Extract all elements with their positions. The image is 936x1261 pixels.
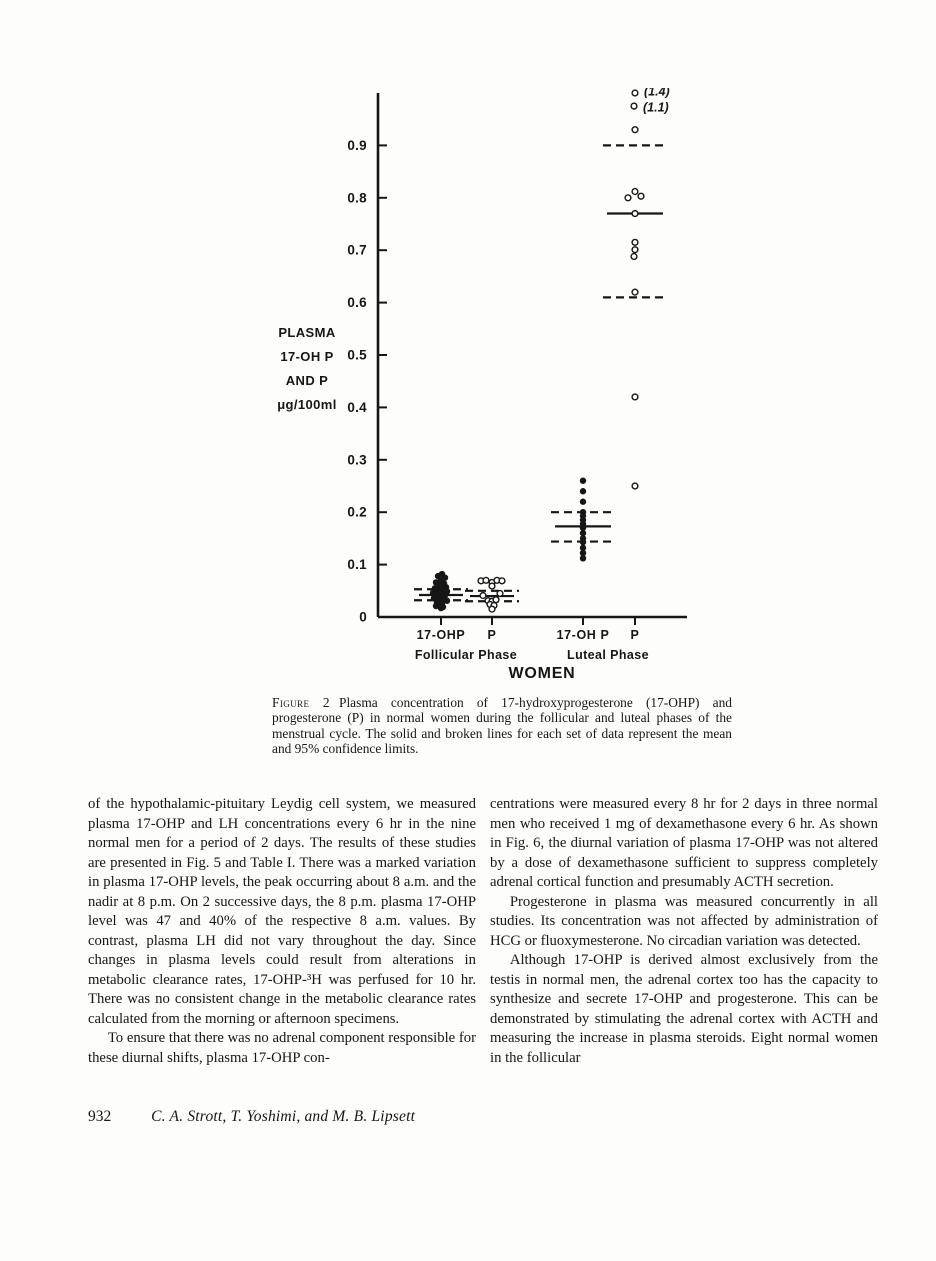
data-point-filled	[580, 478, 586, 484]
data-point-open	[480, 593, 486, 599]
left-column	[88, 795, 476, 1068]
y-tick-label: 0.7	[347, 242, 367, 258]
running-authors: C. A. Strott, T. Yoshimi, and M. B. Lipsett	[151, 1108, 416, 1125]
scatter-plot-svg	[250, 88, 710, 688]
page-footer	[88, 1108, 878, 1126]
data-point-open	[483, 577, 489, 583]
data-point-open	[493, 597, 499, 603]
data-point-open	[631, 254, 637, 260]
y-tick-label: 0.6	[347, 295, 367, 311]
y-tick-label: 0.9	[347, 137, 367, 153]
data-point-open	[638, 193, 644, 199]
x-axis-title: WOMEN	[508, 665, 576, 682]
figure-caption-label: Figure 2	[272, 695, 330, 710]
data-point-open	[632, 394, 638, 400]
x-group-label: 17-OH P	[556, 628, 610, 642]
data-point-open	[632, 90, 638, 96]
x-group-label: 17-OHP	[416, 628, 466, 642]
figure-2-caption	[272, 695, 732, 757]
data-point-open	[489, 606, 495, 612]
phase-label: Luteal Phase	[567, 648, 649, 662]
data-point-filled	[438, 605, 444, 611]
figure-2-chart	[250, 88, 710, 688]
paragraph: To ensure that there was no adrenal component responsible for these diurnal shifts, plasma 17-OHP con-	[88, 1030, 476, 1066]
paragraph: Although 17-OHP is derived almost exclusively from the testis in normal men, the adrenal cortex too has the capacity to synthesize and secrete 17-OHP and progesterone. This can be demonstrated by stimulating the adrenal cortex with ACTH and measuring the increase in plasma steroids. Eight normal women in the follicular	[490, 952, 878, 1066]
data-point-filled	[580, 488, 586, 494]
data-point-open	[632, 483, 638, 489]
data-point-open	[632, 289, 638, 295]
figure-caption-text: Plasma concentration of 17-hydroxyprogesterone (17-OHP) and progesterone (P) in normal women during the follicular and luteal phases of the menstrual cycle. The solid and broken lines for each set of data represent the mean and 95% confidence limits.	[272, 695, 732, 757]
paragraph: centrations were measured every 8 hr for 2 days in three normal men who received 1 mg of dexamethasone every 6 hr. As shown in Fig. 6, the diurnal variation of plasma 17-OHP was not altered by a dose of dexamethasone sufficient to suppress completely adrenal cortical function and presumably ACTH secretion.	[490, 796, 878, 890]
y-tick-label: 0.3	[347, 452, 367, 468]
phase-label: Follicular Phase	[414, 648, 518, 662]
body-text	[88, 795, 878, 1068]
y-tick-label: 0.8	[347, 190, 367, 206]
data-point-open	[625, 195, 631, 201]
y-axis-label: μg/100ml	[277, 397, 337, 412]
x-group-label: P	[630, 628, 640, 642]
paragraph: of the hypothalamic-pituitary Leydig cell system, we measured plasma 17-OHP and LH concentrations every 6 hr in the nine normal men for a period of 2 days. The results of these studies are presented in Fig. 5 and Table I. There was a marked variation in plasma 17-OHP levels, the peak occurring about 8 a.m. and the nadir at 8 p.m. On 2 successive days, the 8 p.m. plasma 17-OHP level was 47 and 40% of the respective 8 a.m. values. By contrast, plasma LH did not vary throughout the day. Since changes in plasma levels could result from alterations in metabolic clearance rates, 17-OHP-³H was perfused for 10 hr. There was no consistent change in the metabolic clearance rates calculated from the morning or afternoon specimens.	[88, 796, 476, 1027]
page-number: 932	[88, 1108, 112, 1125]
data-point-open	[632, 211, 638, 217]
offscale-value-annotation: (1.4)	[644, 88, 670, 99]
y-tick-label: 0.5	[347, 347, 367, 363]
data-point-open	[499, 578, 505, 584]
data-point-open	[631, 103, 637, 109]
data-point-open	[632, 247, 638, 253]
y-tick-label: 0.4	[347, 399, 367, 415]
data-point-filled	[580, 499, 586, 505]
data-point-filled	[580, 539, 586, 545]
y-tick-label: 0	[359, 609, 367, 625]
y-axis-label: 17-OH P	[280, 349, 334, 364]
y-axis-label: AND P	[285, 373, 329, 388]
data-point-open	[497, 591, 503, 597]
x-group-label: P	[487, 628, 497, 642]
data-point-open	[489, 583, 495, 589]
offscale-value-annotation: (1.1)	[643, 100, 669, 115]
data-point-open	[632, 239, 638, 245]
y-axis-label: PLASMA	[278, 325, 336, 340]
paragraph: Progesterone in plasma was measured concurrently in all studies. Its concentration was not affected by administration of HCG or fluoxymesterone. No circadian variation was detected.	[490, 893, 878, 949]
data-point-filled	[580, 555, 586, 561]
data-point-open	[632, 189, 638, 195]
y-tick-label: 0.2	[347, 504, 367, 520]
y-tick-label: 0.1	[347, 557, 367, 573]
data-point-open	[632, 127, 638, 133]
right-column	[490, 795, 878, 1068]
